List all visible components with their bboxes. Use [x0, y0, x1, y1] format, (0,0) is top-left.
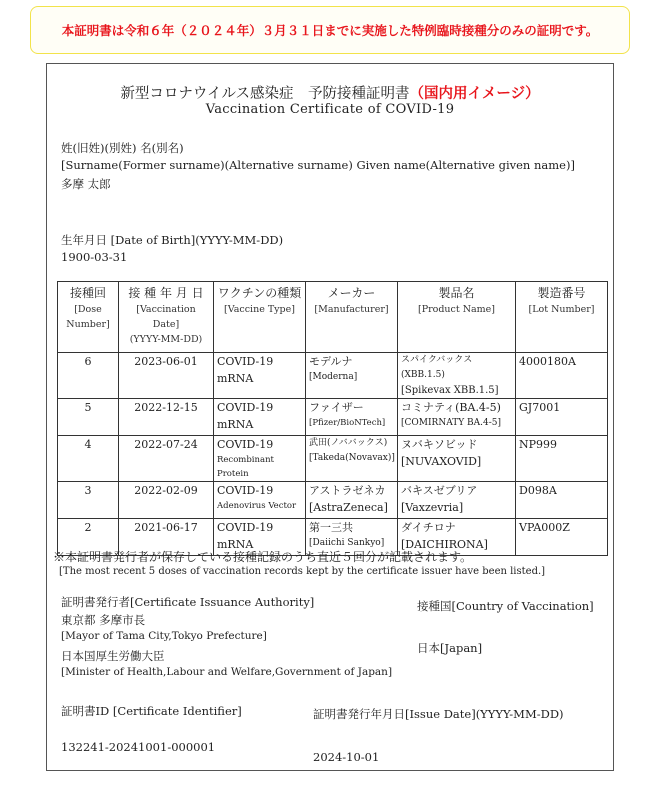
issuer-line2-ja: 日本国厚生労働大臣 — [61, 649, 165, 663]
dose-cell: 5 — [58, 399, 119, 436]
lot-cell: D098A — [516, 482, 608, 519]
product-cell: バキスゼブリア [Vaxzevria] — [398, 482, 516, 519]
product-cell: スパイクバックス(XBB.1.5) [Spikevax XBB.1.5] — [398, 353, 516, 399]
country-label: 接種国[Country of Vaccination] — [417, 599, 594, 613]
maker-cell: モデルナ [Moderna] — [306, 353, 398, 399]
issue-date-value: 2024-10-01 — [313, 750, 380, 764]
title-ja-main: 新型コロナウイルス感染症 予防接種証明書 — [120, 86, 410, 102]
maker-cell: 武田(ノババックス) [Takeda(Novavax)] — [306, 436, 398, 482]
lot-cell: VPA000Z — [516, 519, 608, 556]
cert-id-label: 証明書ID [Certificate Identifier] — [61, 704, 242, 718]
note-en: [The most recent 5 doses of vaccination records kept by the certificate issuer have been listed.] — [59, 566, 546, 577]
dob-label: 生年月日 [Date of Birth](YYYY-MM-DD) — [61, 233, 284, 247]
title-ja-domestic: （国内用イメージ） — [409, 85, 540, 102]
type-cell: COVID-19 mRNA — [214, 519, 306, 556]
table-row — [58, 399, 608, 436]
maker-cell: ファイザー [Pfizer/BioNTech] — [306, 399, 398, 436]
vaccination-records-table — [57, 281, 608, 556]
notice-text: 本証明書は令和６年（２０２４年）３月３１日までに実施した特例臨時接種分のみの証明です。 — [61, 23, 599, 38]
type-cell: COVID-19 mRNA — [214, 399, 306, 436]
header-vaccine-type: ワクチンの種類 [Vaccine Type] — [214, 282, 306, 353]
certificate — [46, 63, 614, 771]
issuer-line1-en: [Mayor of Tama City,Tokyo Prefecture] — [61, 630, 267, 642]
header-manufacturer: メーカー [Manufacturer] — [306, 282, 398, 353]
table-row — [58, 436, 608, 482]
lot-cell: GJ7001 — [516, 399, 608, 436]
lot-cell: NP999 — [516, 436, 608, 482]
type-cell: COVID-19 mRNA — [214, 353, 306, 399]
country-value: 日本[Japan] — [417, 641, 483, 655]
table-header-row — [58, 282, 608, 353]
notice-banner — [30, 6, 630, 54]
lot-cell: 4000180A — [516, 353, 608, 399]
cert-id-value: 132241-20241001-000001 — [61, 740, 216, 754]
note-ja: ※本証明書発行者が保存している接種記録のうち直近５回分が記載されます。 — [53, 550, 473, 564]
product-cell: ダイチロナ [DAICHIRONA] — [398, 519, 516, 556]
header-date: 接 種 年 月 日 [Vaccination Date] (YYYY-MM-DD) — [119, 282, 214, 353]
name-label-en: [Surname(Former surname)(Alternative surname) Given name(Alternative given name)] — [61, 158, 575, 172]
dose-cell: 2 — [58, 519, 119, 556]
dose-cell: 6 — [58, 353, 119, 399]
product-cell: ヌバキソビッド [NUVAXOVID] — [398, 436, 516, 482]
issuer-label: 証明書発行者[Certificate Issuance Authority] — [61, 595, 315, 609]
dose-cell: 4 — [58, 436, 119, 482]
table-row — [58, 353, 608, 399]
date-cell: 2022-07-24 — [119, 436, 214, 482]
issuer-line2-en: [Minister of Health,Labour and Welfare,Government of Japan] — [61, 666, 393, 678]
type-cell: COVID-19 Adenovirus Vector — [214, 482, 306, 519]
date-cell: 2022-12-15 — [119, 399, 214, 436]
header-product: 製品名 [Product Name] — [398, 282, 516, 353]
dose-cell: 3 — [58, 482, 119, 519]
product-cell: コミナティ(BA.4-5) [COMIRNATY BA.4-5] — [398, 399, 516, 436]
header-lot: 製造番号 [Lot Number] — [516, 282, 608, 353]
title-ja — [47, 82, 613, 103]
issuer-line1-ja: 東京都 多摩市長 — [61, 613, 146, 627]
date-cell: 2022-02-09 — [119, 482, 214, 519]
type-cell: COVID-19 Recombinant Protein — [214, 436, 306, 482]
maker-cell: アストラゼネカ [AstraZeneca] — [306, 482, 398, 519]
issue-date-label: 証明書発行年月日[Issue Date](YYYY-MM-DD) — [313, 707, 564, 721]
dob-value: 1900-03-31 — [61, 250, 128, 264]
name-value: 多摩 太郎 — [61, 177, 111, 191]
date-cell: 2021-06-17 — [119, 519, 214, 556]
table-row — [58, 482, 608, 519]
title-en: Vaccination Certificate of COVID-19 — [205, 102, 455, 117]
header-dose: 接種回 [Dose Number] — [58, 282, 119, 353]
date-cell: 2023-06-01 — [119, 353, 214, 399]
maker-cell: 第一三共 [Daiichi Sankyo] — [306, 519, 398, 556]
name-label-ja: 姓(旧姓)(別姓) 名(別名) — [61, 141, 184, 155]
